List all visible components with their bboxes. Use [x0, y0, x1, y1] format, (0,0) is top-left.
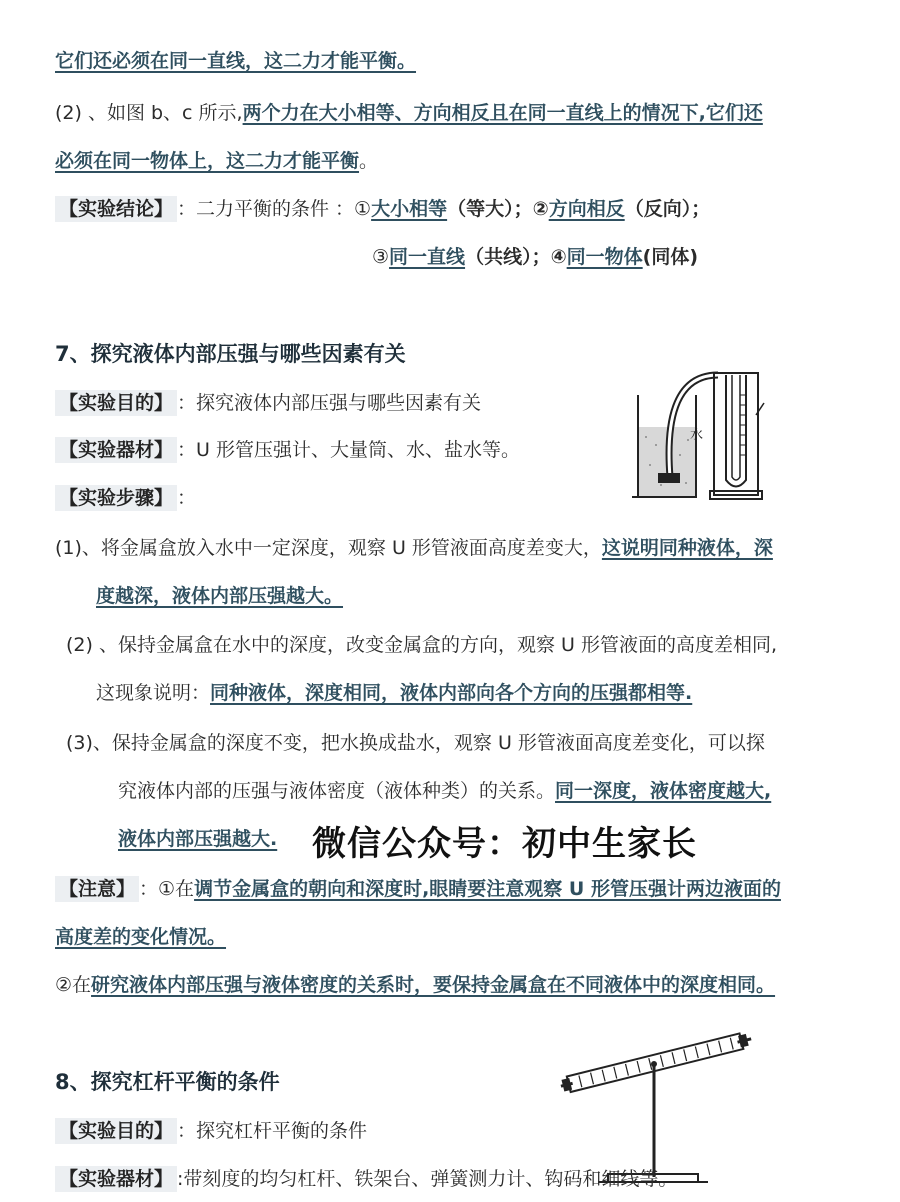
- plain-text: ③: [372, 246, 390, 268]
- equipment-line: [55, 1166, 677, 1192]
- step-line: [66, 730, 765, 756]
- step-line: [96, 680, 692, 706]
- section-tag: 【实验目的】: [55, 390, 177, 416]
- water-label: 水: [690, 428, 704, 443]
- plain-text: ：探究杠杆平衡的条件: [177, 1120, 368, 1142]
- highlight-text: 同种液体，深度相同，液体内部向各个方向的压强都相等.: [210, 682, 693, 704]
- highlight-text: 大小相等: [371, 198, 448, 220]
- plain-text: ：: [177, 487, 197, 509]
- paragraph-line: [55, 148, 378, 174]
- note-line: [55, 876, 781, 902]
- section-heading: 7、探究液体内部压强与哪些因素有关: [55, 342, 406, 366]
- watermark-text: 微信公众号：初中生家长: [312, 824, 697, 864]
- plain-text: (1)、将金属盒放入水中一定深度，观察 U 形管液面高度差变大，: [55, 537, 602, 559]
- highlight-text: 研究液体内部压强与液体密度的关系时，要保持金属盒在不同液体中的深度相同。: [91, 974, 776, 996]
- highlight-text: 方向相反: [548, 198, 625, 220]
- equipment-line: [55, 437, 520, 463]
- section-tag: 【实验器材】: [55, 1166, 177, 1192]
- note-line: [55, 972, 775, 998]
- highlight-text: 高度差的变化情况。: [55, 926, 227, 948]
- note-line: [55, 924, 226, 950]
- highlight-text: 这说明同种液体，深: [601, 537, 773, 559]
- highlight-text: 同一物体: [566, 246, 643, 268]
- step-line: [55, 535, 773, 561]
- purpose-line: [55, 390, 481, 416]
- paragraph-line: [55, 100, 763, 126]
- step-line: [96, 583, 343, 609]
- purpose-line: [55, 1118, 367, 1144]
- section-tag: 【实验步骤】: [55, 485, 177, 511]
- plain-text: 究液体内部的压强与液体密度（液体种类）的关系。: [118, 780, 556, 802]
- plain-text: (同体): [642, 246, 699, 268]
- section-heading: 8、探究杠杆平衡的条件: [55, 1070, 280, 1094]
- plain-text: 这现象说明：: [96, 682, 211, 704]
- plain-text: ：U 形管压强计、大量筒、水、盐水等。: [177, 439, 520, 461]
- highlight-text: 两个力在大小相等、方向相反且在同一直线上的情况下,它们还: [242, 102, 763, 124]
- plain-text: ：二力平衡的条件 ：①: [177, 198, 372, 220]
- plain-text: （等大）；②: [447, 198, 549, 220]
- section-tag: 【实验结论】: [55, 196, 177, 222]
- plain-text: （反向）；: [624, 198, 711, 220]
- conclusion-line: [372, 244, 698, 270]
- step-line: [118, 778, 771, 804]
- highlight-text: 液体内部压强越大.: [118, 828, 278, 850]
- highlight-text: 必须在同一物体上，这二力才能平衡: [55, 150, 360, 172]
- plain-text: (3)、保持金属盒的深度不变，把水换成盐水，观察 U 形管液面高度差变化，可以探: [66, 732, 765, 754]
- plain-text: ：①在: [139, 878, 195, 900]
- conclusion-line: [55, 196, 710, 222]
- section-tag: 【实验目的】: [55, 1118, 177, 1144]
- plain-text: (2) 、如图 b、c 所示,: [55, 102, 243, 124]
- step-line: [118, 826, 277, 852]
- plain-text: (2) 、保持金属盒在水中的深度，改变金属盒的方向，观察 U 形管液面的高度差相同,: [66, 634, 777, 656]
- plain-text: ：探究液体内部压强与哪些因素有关: [177, 392, 482, 414]
- highlight-text: 同一深度，液体密度越大,: [555, 780, 772, 802]
- highlight-text: 调节金属盒的朝向和深度时,眼睛要注意观察 U 形管压强计两边液面的: [194, 878, 781, 900]
- paragraph-line: [55, 48, 416, 74]
- highlight-text: 它们还必须在同一直线，这二力才能平衡。: [55, 50, 417, 72]
- plain-text: :带刻度的均匀杠杆、铁架台、弹簧测力计、钩码和细线等。: [177, 1168, 678, 1190]
- highlight-text: 度越深，液体内部压强越大。: [96, 585, 344, 607]
- plain-text: ②在: [55, 974, 92, 996]
- steps-line: [55, 485, 196, 511]
- pressure-gauge-figure: [628, 365, 768, 505]
- section-tag: 【注意】: [55, 876, 139, 902]
- highlight-text: 同一直线: [389, 246, 466, 268]
- section-tag: 【实验器材】: [55, 437, 177, 463]
- step-line: [66, 632, 777, 658]
- plain-text: 。: [359, 150, 379, 172]
- plain-text: （共线）；④: [465, 246, 567, 268]
